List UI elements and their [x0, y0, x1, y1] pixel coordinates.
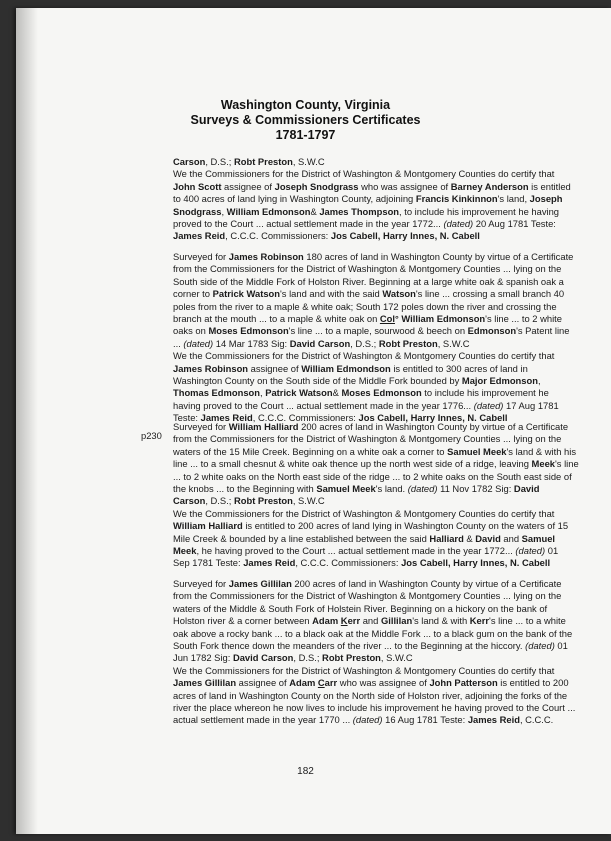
- entry-line: [173, 375, 611, 387]
- entry-line: [173, 520, 611, 532]
- text-run: proved to the Court ... actual settlement made in the year 1772...: [173, 217, 444, 229]
- text-run: &: [310, 205, 320, 217]
- text-run: Col: [379, 312, 396, 324]
- text-run: corner to: [173, 288, 213, 300]
- entry-line: [173, 458, 611, 470]
- text-run: Moses Edmonson: [341, 387, 422, 399]
- text-run: , D.S.;: [350, 337, 379, 349]
- text-run: and: [500, 532, 522, 544]
- text-run: poles from the river to a maple & white oak; South 172 poles down the river and crossing the: [173, 300, 557, 312]
- text-run: assignee of: [236, 677, 290, 689]
- entry-line: [173, 702, 611, 714]
- text-run: is entitled: [528, 180, 571, 192]
- text-run: Jun 1782 Sig:: [173, 652, 233, 664]
- entry-line: [173, 193, 611, 205]
- entry-line: [173, 206, 611, 218]
- page-number: 182: [297, 766, 314, 777]
- entry-line: [173, 690, 611, 702]
- text-run: 14 Mar 1783 Sig:: [213, 337, 290, 349]
- text-run: 's line ... to a maple, sourwood & beech on: [288, 325, 468, 337]
- text-run: 200 acres of land in Washington County by virtue of a Certificate: [298, 421, 569, 432]
- entry-line: [173, 640, 611, 652]
- entry-line: [173, 483, 611, 495]
- text-run: (dated): [473, 399, 504, 411]
- text-run: from the Commissioners for the District of Washington & Montgomery Counties ... lying on the: [173, 433, 562, 445]
- text-run: ,: [259, 387, 266, 399]
- entry-line: [173, 387, 611, 399]
- text-run: arr: [324, 677, 338, 689]
- text-run: , C.C.C. Commissioners:: [252, 412, 359, 424]
- text-run: 17 Aug 1781: [503, 399, 559, 411]
- record-entry-carson-scott: [173, 156, 611, 243]
- text-run: (dated): [352, 714, 383, 726]
- text-run: is entitled to 300 acres of land in: [390, 362, 528, 374]
- text-run: William Halliard: [228, 421, 299, 432]
- entry-line: [173, 603, 611, 615]
- text-run: is entitled to 200 acres of land lying in Washington County on the waters of 15: [242, 520, 569, 532]
- text-run: oaks on: [173, 325, 209, 337]
- text-run: Holston river & a corner between: [173, 615, 313, 627]
- text-run: from the Commissioners for the District of Washington & Montgomery Counties ... lying on the: [173, 590, 562, 602]
- entry-line: [173, 421, 611, 433]
- entry-line: [173, 338, 611, 350]
- entry-line: [173, 156, 611, 168]
- text-run: We the Commissioners for the District of Washington & Montgomery Counties do certify that: [173, 664, 555, 676]
- text-run: (dated): [515, 544, 546, 556]
- entry-line: [173, 181, 611, 193]
- text-run: Meek: [173, 544, 197, 556]
- text-run: Watson: [382, 288, 416, 300]
- text-run: James Reid: [467, 714, 520, 726]
- text-run: Meek: [531, 458, 555, 470]
- text-run: , to include his improvement he having: [399, 205, 560, 217]
- page-reference: p230: [141, 430, 162, 441]
- text-run: James Thompson: [319, 205, 400, 217]
- entry-line: [173, 578, 611, 590]
- text-run: err: [347, 615, 361, 627]
- text-run: &: [463, 532, 476, 544]
- entry-line: [173, 230, 611, 242]
- text-run: 's Patent line: [516, 325, 570, 337]
- text-run: 180 acres of land in Washington County by virtue of a Certificate: [303, 251, 574, 262]
- text-run: who was assignee of: [358, 180, 451, 192]
- text-run: Patrick Watson: [265, 387, 333, 399]
- text-run: the knobs ... to the Beginning with: [173, 482, 317, 494]
- text-run: David Carson: [289, 337, 351, 349]
- text-run: 01: [545, 544, 559, 556]
- text-run: Patrick Watson: [212, 288, 280, 300]
- entry-line: [173, 677, 611, 689]
- text-run: 200 acres of land in Washington County by virtue of a Certificate: [291, 578, 562, 589]
- text-run: , D.S.;: [205, 495, 234, 507]
- text-run: to 400 acres of land lying in Washington County, adjoining: [173, 193, 416, 205]
- text-run: William Edmonson: [226, 205, 311, 217]
- entry-line: [173, 471, 611, 483]
- entry-line: [173, 276, 611, 288]
- text-run: Jos Cabell, Harry Innes, N. Cabell: [330, 230, 480, 242]
- text-run: from the Commissioners for the District of Washington & Montgomery Counties ... lying on the: [173, 263, 562, 275]
- text-run: Samuel: [521, 532, 556, 544]
- text-run: ...: [173, 337, 184, 349]
- text-run: Mile Creek & bounded by a line established between the said: [173, 532, 430, 544]
- text-run: James Robinson: [228, 251, 304, 262]
- text-run: ,: [221, 205, 227, 217]
- entry-line: [173, 533, 611, 545]
- text-run: 's line ... crossing a small branch 40: [415, 288, 565, 300]
- text-run: &: [332, 387, 342, 399]
- text-run: assignee of: [221, 180, 275, 192]
- entry-line: [173, 218, 611, 230]
- text-run: (dated): [443, 217, 474, 229]
- text-run: having proved to the Court ... actual settlement made in the year 1776...: [173, 399, 474, 411]
- text-run: 11 Nov 1782 Sig:: [437, 482, 514, 494]
- record-entry-william-halliard: [173, 421, 611, 570]
- title-subject: Surveys & Commissioners Certificates: [190, 113, 421, 127]
- text-run: David: [513, 482, 540, 494]
- text-run: South side of the Middle Fork of Holston River. Beginning at a large white oak & spanish oak a: [173, 275, 564, 287]
- entry-line: [173, 363, 611, 375]
- text-run: is entitled to 200: [497, 677, 569, 689]
- entry-line: [173, 615, 611, 627]
- text-run: , S.W.C: [380, 652, 413, 664]
- text-run: Halliard: [429, 532, 464, 544]
- text-run: (dated): [407, 482, 438, 494]
- text-run: branch at the mouth ... to a maple & white oak on: [173, 312, 380, 324]
- text-run: Samuel Meek: [447, 445, 507, 457]
- text-run: Francis Kinkinnon: [415, 193, 498, 205]
- text-run: Teste:: [173, 412, 201, 424]
- text-run: Robt Preston: [233, 495, 293, 507]
- text-run: Surveyed for: [173, 421, 229, 432]
- text-run: , C.C.C. Commissioners:: [225, 230, 331, 242]
- text-run: Thomas Edmonson: [173, 387, 260, 399]
- title-years: 1781-1797: [275, 128, 336, 142]
- text-run: John Scott: [173, 180, 222, 192]
- text-run: David: [475, 532, 501, 544]
- entry-line: [173, 665, 611, 677]
- entry-line: [173, 168, 611, 180]
- text-run: Carson: [173, 495, 206, 507]
- text-run: , he having proved to the Court ... actual settlement made in the year 1772...: [196, 544, 516, 556]
- text-run: 's land and with the said: [280, 288, 383, 300]
- text-run: James Reid: [243, 557, 296, 569]
- text-run: James Gillilan: [228, 578, 292, 589]
- entry-line: [173, 433, 611, 445]
- text-run: 's land,: [497, 193, 530, 205]
- text-run: waters of the Middle & South Fork of Holstein River. Beginning on a hickory on the bank of: [173, 602, 548, 614]
- entry-line: [173, 590, 611, 602]
- text-run: waters of the 15 Mile Creek. Beginning on a white oak a corner to: [173, 445, 448, 457]
- text-run: , S.W.C: [292, 495, 325, 507]
- entry-line: [173, 446, 611, 458]
- text-run: We the Commissioners for the District of Washington & Montgomery Counties do certify that: [173, 168, 555, 180]
- text-run: Adam: [312, 615, 341, 627]
- text-run: Washington County on the South side of the Middle Fork bounded by: [173, 374, 462, 386]
- text-run: Robt Preston: [322, 652, 381, 664]
- text-run: , C.C.C. Commissioners:: [295, 557, 402, 569]
- text-run: river the place whereon he now lives to include his improvement he having proved to the Court ...: [173, 701, 576, 713]
- text-run: oak above a rocky bank ... to a black oak at the Middle Fork ... to a black gum on the bank of the: [173, 627, 573, 639]
- text-run: Joseph Snodgrass: [274, 180, 359, 192]
- text-run: Major Edmonson: [461, 374, 538, 386]
- text-run: Gillilan: [380, 615, 413, 627]
- text-run: We the Commissioners for the District of Washington & Montgomery Counties do certify that: [173, 350, 555, 362]
- text-run: 's land.: [375, 482, 408, 494]
- record-entry-james-robinson: [173, 251, 611, 424]
- text-run: Kerr: [469, 615, 490, 627]
- text-run: , S.W.C: [437, 337, 470, 349]
- text-run: ,: [537, 374, 541, 386]
- text-run: ° William Edmonson: [395, 312, 486, 324]
- text-run: James Gillilan: [173, 677, 237, 689]
- text-run: Robt Preston: [233, 156, 293, 167]
- entry-line: [173, 714, 611, 726]
- text-run: 20 Aug 1781 Teste:: [473, 217, 556, 229]
- text-run: ... to 2 white oaks on the North east side of the ridge ... to 2 white oaks on the South east side of: [173, 470, 572, 482]
- entry-line: [173, 628, 611, 640]
- text-run: C: [317, 677, 325, 689]
- text-run: 01: [554, 639, 568, 651]
- text-run: John Patterson: [429, 677, 498, 689]
- title-county: Washington County, Virginia: [220, 98, 391, 112]
- text-run: Surveyed for: [173, 578, 229, 589]
- text-run: Carson: [173, 156, 206, 167]
- text-run: James Reid: [200, 412, 253, 424]
- entry-line: [173, 652, 611, 664]
- entry-line: [173, 313, 611, 325]
- entry-line: [173, 508, 611, 520]
- text-run: 16 Aug 1781 Teste:: [382, 714, 468, 726]
- text-run: 's line: [555, 458, 579, 470]
- text-run: actual settlement made in the year 1770 ...: [173, 714, 353, 726]
- entry-line: [173, 263, 611, 275]
- entry-line: [173, 400, 611, 412]
- entry-line: [173, 545, 611, 557]
- text-run: K: [340, 615, 348, 627]
- text-run: Snodgrass: [173, 205, 222, 217]
- text-run: 's land & with his: [506, 445, 577, 457]
- text-run: Samuel Meek: [316, 482, 376, 494]
- text-run: Moses Edmonson: [208, 325, 289, 337]
- text-run: James Robinson: [173, 362, 249, 374]
- text-run: Robt Preston: [378, 337, 438, 349]
- text-run: who was assignee of: [337, 677, 430, 689]
- entry-line: [173, 557, 611, 569]
- text-run: Sep 1781 Teste:: [173, 557, 244, 569]
- text-run: South Fork thence down the meanders of the river ... to the Beginning at the hiccory.: [173, 639, 526, 651]
- text-run: Joseph: [529, 193, 563, 205]
- text-run: Jos Cabell, Harry Innes, N. Cabell: [401, 557, 551, 569]
- entry-line: [173, 288, 611, 300]
- entry-line: [173, 350, 611, 362]
- text-run: , C.C.C.: [519, 714, 554, 726]
- text-run: We the Commissioners for the District of Washington & Montgomery Counties do certify that: [173, 507, 555, 519]
- text-run: James Reid: [173, 230, 226, 242]
- text-run: , S.W.C: [292, 156, 325, 167]
- text-run: Barney Anderson: [450, 180, 529, 192]
- text-run: line ... to a small chesnut & white oak thence up the north west side of a ridge, leaving: [173, 458, 532, 470]
- text-run: William Edmondson: [301, 362, 391, 374]
- text-run: Edmonson: [467, 325, 517, 337]
- entry-line: [173, 251, 611, 263]
- text-run: 's land & with: [412, 615, 470, 627]
- text-run: and: [360, 615, 381, 627]
- text-run: , D.S.;: [293, 652, 323, 664]
- text-run: acres of land in Washington County on the North side of Holston river, adjoining the forks of the: [173, 689, 568, 701]
- text-run: 's line ... to a white: [489, 615, 566, 627]
- text-run: , D.S.;: [205, 156, 234, 167]
- text-run: assignee of: [248, 362, 302, 374]
- text-run: (dated): [525, 639, 555, 651]
- text-run: Surveyed for: [173, 251, 229, 262]
- text-run: to include his improvement he: [421, 387, 549, 399]
- text-run: (dated): [183, 337, 214, 349]
- text-run: 's line ... to 2 white: [485, 312, 562, 324]
- text-run: David Carson: [232, 652, 294, 664]
- text-run: William Halliard: [173, 520, 243, 532]
- entry-line: [173, 495, 611, 507]
- text-run: Jos Cabell, Harry Innes, N. Cabell: [358, 412, 508, 424]
- entry-line: [173, 301, 611, 313]
- entry-line: [173, 325, 611, 337]
- record-entry-james-gillilan: [173, 578, 611, 727]
- text-run: Adam: [289, 677, 318, 689]
